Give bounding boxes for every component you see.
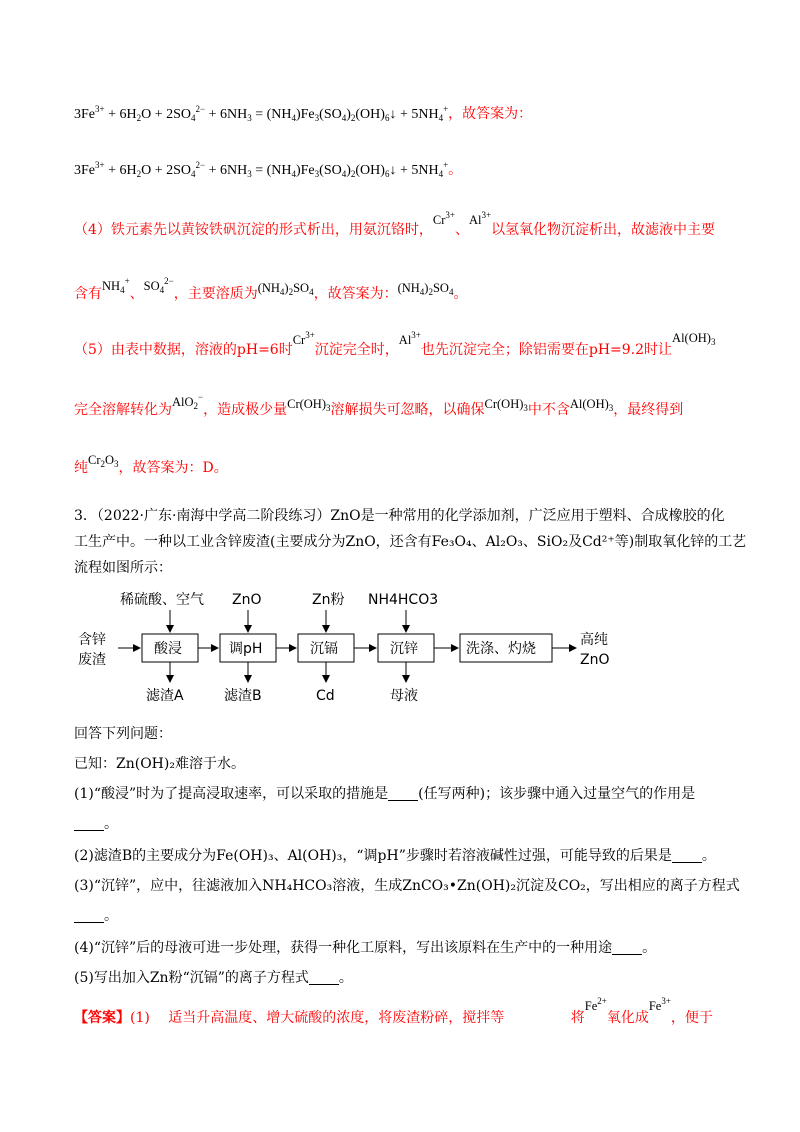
step-label: 酸浸 xyxy=(154,641,182,657)
answer-text: 适当升高温度、增大硫酸的浓度，将废渣粉碎，搅拌等 xyxy=(168,1010,505,1026)
sub-question-1 xyxy=(74,784,695,804)
answer-blank xyxy=(309,970,339,985)
text: （5）由表中数据，溶液的pH=6时 xyxy=(74,342,293,358)
question-3-header: 3．（2022·广东·南海中学高二阶段练习）ZnO是一种常用的化学添加剂，广泛应用于塑料、合成橡胶的化 xyxy=(74,508,725,524)
chem-cr: $Cr^{3+}$ xyxy=(432,210,455,227)
text: 、 xyxy=(454,222,469,238)
chem-al: $Al^{3+}$ xyxy=(398,330,421,347)
chem-nh4: $NH_4^+$ xyxy=(102,276,130,295)
text: (1)“酸浸”时为了提高浸取速率，可以采取的措施是 xyxy=(74,786,389,802)
text: ，最终得到 xyxy=(613,402,684,418)
flow-product-1: 高纯 xyxy=(580,632,608,648)
text: ，主要溶质为 xyxy=(173,286,258,302)
text: （4）铁元素先以黄铵铁矾沉淀的形式析出，用氨沉铬时， xyxy=(74,222,433,238)
step-label: 沉镉 xyxy=(310,641,338,657)
text: 含有 xyxy=(74,286,102,302)
output-label: 母液 xyxy=(390,688,418,704)
equation-line-2 xyxy=(74,160,462,181)
chem-alo2: AlO$_2$− xyxy=(172,392,204,411)
sub-question-3-cont xyxy=(74,906,118,926)
answer-text: ，便于 xyxy=(670,1010,713,1026)
question-3-line-2: 工生产中。一种以工业含锌废渣(主要成分为ZnO，还含有Fe₃O₄、Al₂O₃、SiO₂及Cd²⁺等)制取氧化锌的工艺 xyxy=(74,534,747,550)
chem-al: $Al^{3+}$ xyxy=(468,210,492,227)
answer-suffix: ，故答案为： xyxy=(448,106,533,122)
text: 。 xyxy=(453,286,468,302)
chem-cr-oh3: $Cr(OH)_3$ xyxy=(287,397,331,413)
text: ，故答案为：D。 xyxy=(118,460,228,476)
question-3-line-3: 流程如图所示： xyxy=(74,560,172,576)
paragraph-5-line-1 xyxy=(74,330,716,360)
text: 也先沉淀完全；除铝需要在pH=9.2时让 xyxy=(420,342,673,358)
answer-blank xyxy=(74,816,104,831)
reagent-label: NH4HCO3 xyxy=(368,592,439,608)
process-flow-diagram xyxy=(74,590,634,710)
answer-part: (1) xyxy=(130,1010,150,1026)
text: 中不含 xyxy=(527,402,570,418)
paragraph-4-line-2 xyxy=(74,276,468,304)
step-label: 沉锌 xyxy=(390,641,418,657)
text: ，故答案为： xyxy=(313,286,398,302)
text: (2)滤渣B的主要成分为Fe(OH)₃、Al(OH)₃，“调pH”步骤时若溶液碱性过强，可能导致的后果是 xyxy=(74,848,672,864)
text: (4)“沉锌”后的母液可进一步处理，获得一种化工原料，写出该原料在生产中的一种用途 xyxy=(74,940,613,956)
answer-blank xyxy=(672,848,702,863)
sub-question-3: (3)“沉锌”，应中，往滤液加入NH₄HCO₃溶液，生成ZnCO₃•Zn(OH)₂沉淀及CO₂，写出相应的离子方程式 xyxy=(74,878,740,894)
chem-fe3: $Fe^{3+}$ xyxy=(648,996,671,1013)
flow-product-2: ZnO xyxy=(580,652,610,668)
sub-question-2 xyxy=(74,846,716,866)
chem-nh4-2so4: $(NH_4)_2SO_4$ xyxy=(397,281,454,297)
sub-question-5 xyxy=(74,968,353,988)
answer-blank xyxy=(388,786,418,801)
answer-intro: 回答下列问题： xyxy=(74,726,172,742)
reagent-label: 稀硫酸、空气 xyxy=(120,592,204,608)
step-label: 洗涤、灼烧 xyxy=(466,641,536,657)
text: 。 xyxy=(642,940,657,956)
text: 。 xyxy=(338,970,353,986)
paragraph-5-line-3 xyxy=(74,453,228,478)
text: 纯 xyxy=(74,460,88,476)
output-label: 滤渣B xyxy=(224,688,262,704)
ionic-equation: $3Fe^{3+} + 6H_2O + 2SO_4^{2-} + 6NH_3$ = $(NH_4)Fe_3(SO_4)_2(OH)_6↓ + 5NH_4^+$ xyxy=(74,160,449,179)
answer-text: 将 xyxy=(570,1010,585,1026)
chem-al-oh3: $Al(OH)_3$ xyxy=(672,331,716,347)
text: 以氢氧化物沉淀析出，故滤液中主要 xyxy=(491,222,716,238)
output-label: 滤渣A xyxy=(146,688,184,704)
chem-cr: $Cr^{3+}$ xyxy=(292,330,315,347)
sub-question-4 xyxy=(74,938,656,958)
paragraph-4-line-1 xyxy=(74,210,716,240)
chem-fe2: $Fe^{2+}$ xyxy=(584,996,607,1013)
output-label: Cd xyxy=(316,688,335,704)
chem-nh4-2so4: $(NH_4)_2SO_4$ xyxy=(257,281,314,297)
text: (5)写出加入Zn粉“沉镉”的离子方程式 xyxy=(74,970,309,986)
text: (任写两种)；该步骤中通入过量空气的作用是 xyxy=(418,786,696,802)
flow-input-2: 废渣 xyxy=(78,652,106,668)
answer-suffix: 。 xyxy=(448,162,463,178)
chem-cr2o3: $Cr_2O_3$ xyxy=(88,453,119,469)
known-condition: 已知：Zn(OH)₂难溶于水。 xyxy=(74,756,245,772)
text: 完全溶解转化为 xyxy=(74,402,172,418)
answer-label: 【答案】 xyxy=(74,1010,130,1026)
reagent-label: ZnO xyxy=(232,592,262,608)
text: 沉淀完全时， xyxy=(314,342,399,358)
step-label: 调pH xyxy=(229,641,263,657)
text: ，造成极少量 xyxy=(203,402,288,418)
text: 。 xyxy=(701,848,716,864)
paragraph-5-line-2 xyxy=(74,392,684,420)
answer-text: 氧化成 xyxy=(606,1010,649,1026)
text: 、 xyxy=(129,286,144,302)
text: 溶解损失可忽略，以确保 xyxy=(330,402,485,418)
sub-question-1-cont xyxy=(74,814,118,834)
chem-cr-oh3: $Cr(OH)_3$ xyxy=(484,397,528,413)
ionic-equation: $3Fe^{3+} + 6H_2O + 2SO_4^{2-} + 6NH_3$ = $(NH_4)Fe_3(SO_4)_2(OH)_6↓ + 5NH_4^+$ xyxy=(74,104,449,123)
answer-blank xyxy=(612,940,642,955)
answer-blank xyxy=(74,908,104,923)
text: 。 xyxy=(104,908,118,924)
flow-input-1: 含锌 xyxy=(78,632,106,648)
equation-line-1 xyxy=(74,104,532,125)
text: 。 xyxy=(104,816,118,832)
chem-al-oh3: $Al(OH)_3$ xyxy=(569,397,614,413)
answer-line xyxy=(74,996,713,1028)
reagent-label: Zn粉 xyxy=(312,592,345,608)
chem-so4: $SO_4^{2-}$ xyxy=(143,276,174,295)
